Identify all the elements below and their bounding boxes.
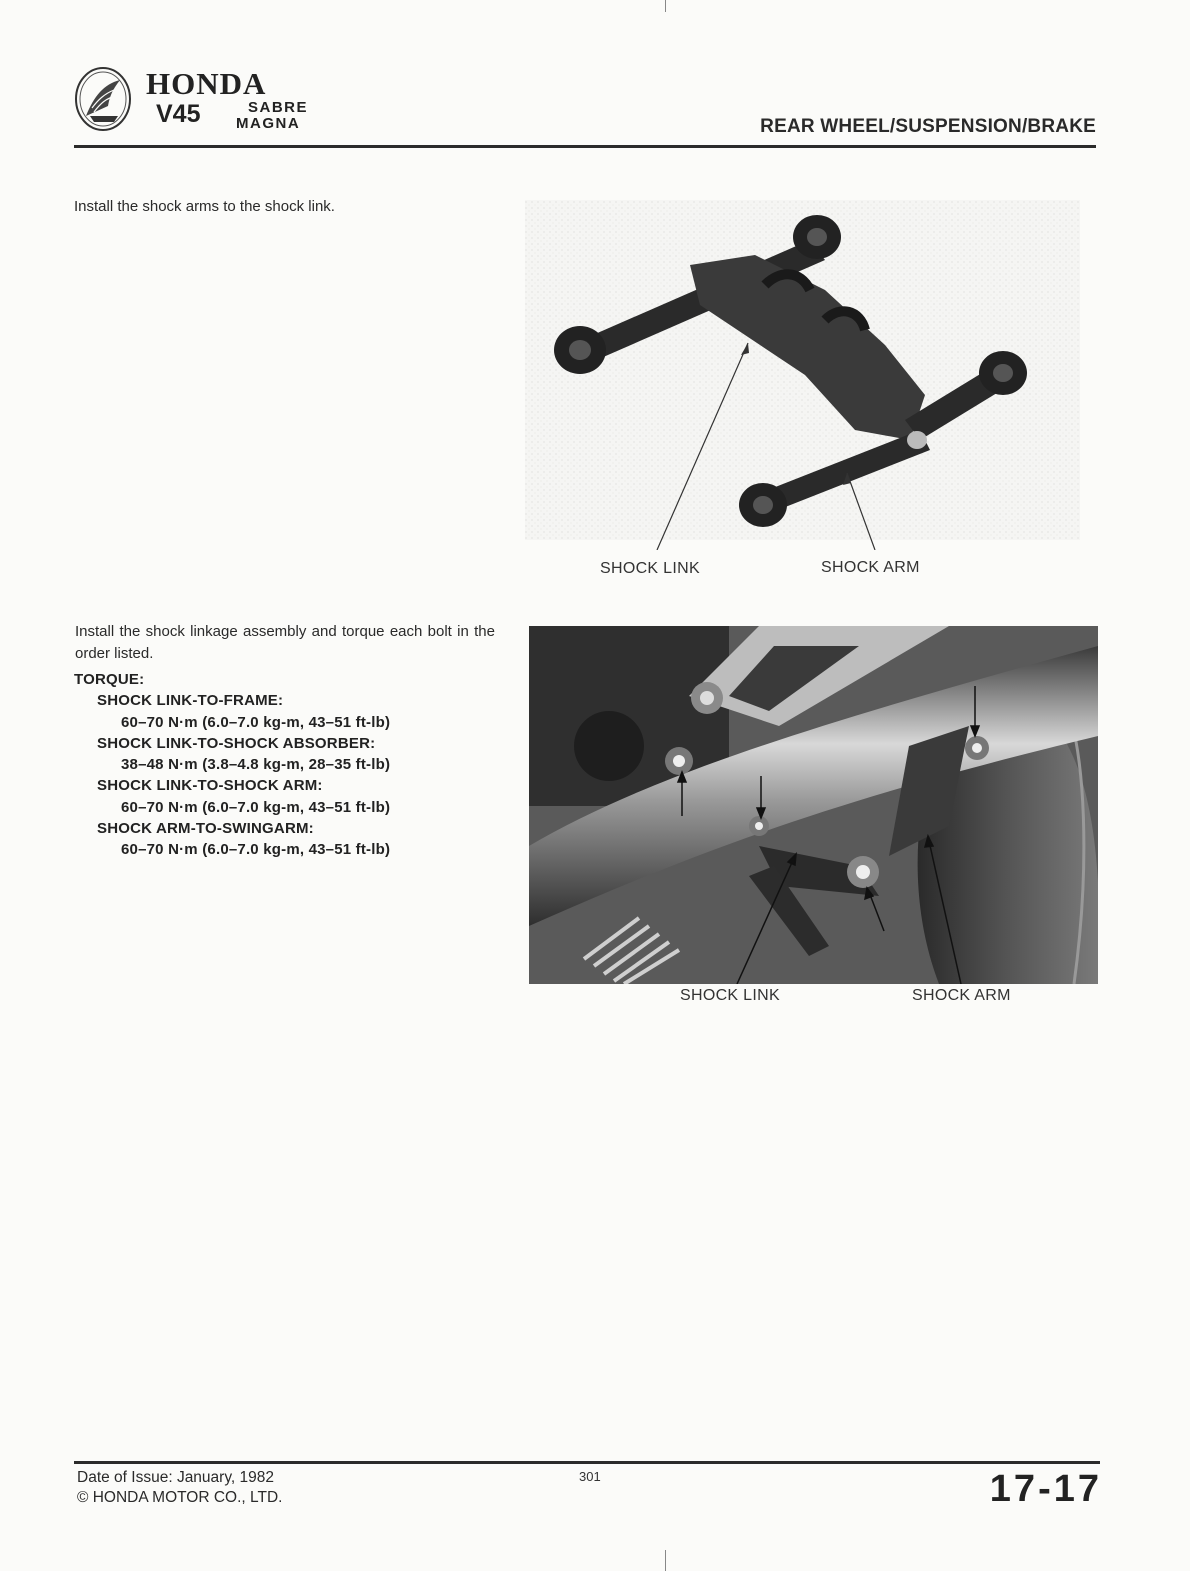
- torque-item-value: 60–70 N·m (6.0–7.0 kg-m, 43–51 ft-lb): [121, 841, 391, 859]
- figure1-label-shock-arm: SHOCK ARM: [821, 559, 920, 576]
- shock-link-assembly-figure: [525, 195, 1080, 550]
- brand-name: HONDA: [146, 66, 267, 101]
- variant-magna: MAGNA: [236, 115, 301, 132]
- binding-mark: [665, 0, 666, 12]
- torque-item-name: SHOCK ARM-TO-SWINGARM:: [97, 820, 314, 838]
- sheet-number: 301: [579, 1469, 601, 1484]
- footer-rule: [74, 1461, 1100, 1464]
- torque-item-value: 60–70 N·m (6.0–7.0 kg-m, 43–51 ft-lb): [121, 798, 391, 816]
- figure1-label-shock-link: SHOCK LINK: [600, 560, 700, 577]
- binding-mark: [665, 1550, 666, 1571]
- torque-item-name: SHOCK LINK-TO-SHOCK ABSORBER:: [97, 734, 376, 752]
- torque-heading: TORQUE:: [74, 671, 145, 688]
- figure2-label-shock-arm: SHOCK ARM: [912, 987, 1011, 1004]
- date-of-issue: Date of Issue: January, 1982: [77, 1469, 275, 1486]
- torque-item-name: SHOCK LINK-TO-SHOCK ARM:: [97, 777, 323, 795]
- figure2-label-shock-link: SHOCK LINK: [680, 987, 780, 1004]
- page-code: 17-17: [989, 1468, 1102, 1510]
- variant-sabre: SABRE: [248, 99, 309, 116]
- honda-wing-logo: [74, 66, 132, 132]
- step2-instruction: Install the shock linkage assembly and torque each bolt in the order listed.: [75, 623, 495, 662]
- installed-linkage-photo: [529, 626, 1098, 984]
- header-rule: [74, 145, 1096, 148]
- section-title: REAR WHEEL/SUSPENSION/BRAKE: [760, 116, 1096, 137]
- torque-item-value: 60–70 N·m (6.0–7.0 kg-m, 43–51 ft-lb): [121, 713, 391, 731]
- copyright: © HONDA MOTOR CO., LTD.: [77, 1489, 283, 1506]
- torque-spec-list: [74, 669, 390, 861]
- torque-item-value: 38–48 N·m (3.8–4.8 kg-m, 28–35 ft-lb): [121, 756, 391, 774]
- step1-instruction: Install the shock arms to the shock link.: [74, 198, 335, 215]
- model-name: V45: [156, 100, 201, 128]
- torque-item-name: SHOCK LINK-TO-FRAME:: [97, 692, 284, 710]
